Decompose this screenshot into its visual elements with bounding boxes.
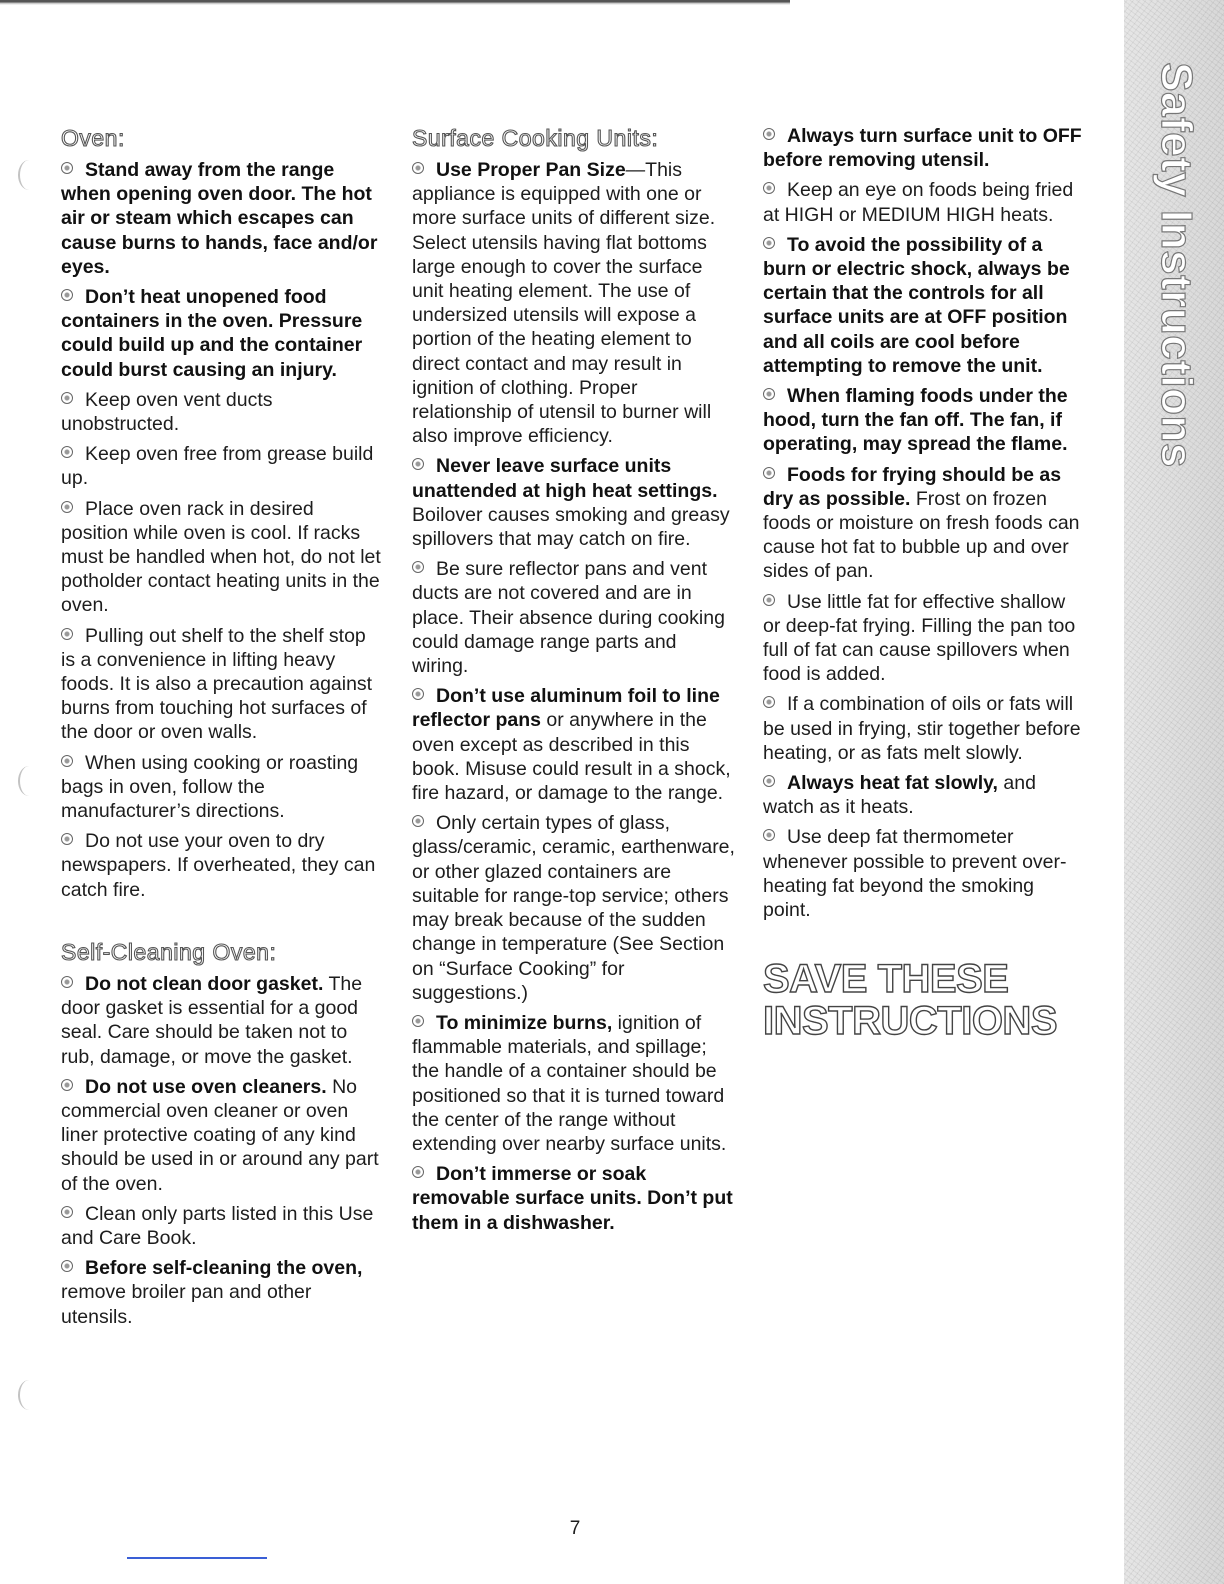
binder-hole-mark bbox=[18, 766, 40, 796]
oven-item bbox=[61, 442, 381, 490]
item-text: Clean only parts listed in this Use and Care Book. bbox=[61, 1202, 374, 1249]
oven-item bbox=[61, 829, 381, 902]
bullet-icon bbox=[61, 755, 73, 767]
surface-item bbox=[412, 454, 738, 551]
bullet-icon bbox=[412, 162, 424, 174]
item-bold: Do not clean door gasket. bbox=[85, 972, 324, 995]
section-tab bbox=[1140, 61, 1212, 468]
surface-item bbox=[412, 1011, 738, 1156]
item-bold: Never leave surface units unattended at high heat settings. bbox=[412, 455, 718, 502]
save-line-1: SAVE THESE bbox=[763, 957, 1009, 1002]
footer-line bbox=[127, 1557, 267, 1559]
binder-hole-mark bbox=[18, 160, 40, 190]
bullet-icon bbox=[763, 829, 775, 841]
bullet-icon bbox=[61, 1079, 73, 1091]
item-bold: Don’t use aluminum foil to line reflector pans bbox=[412, 685, 720, 732]
bullet-icon bbox=[61, 162, 73, 174]
bullet-icon bbox=[763, 775, 775, 787]
surface-item bbox=[412, 158, 738, 448]
bullet-icon bbox=[412, 688, 424, 700]
section-tab-strip bbox=[1124, 0, 1224, 1584]
oven-item bbox=[61, 624, 381, 745]
page-number: 7 bbox=[569, 1518, 581, 1539]
column-surface-continued bbox=[763, 124, 1085, 1042]
save-line-2: INSTRUCTIONS bbox=[763, 999, 1057, 1044]
oven-item bbox=[61, 497, 381, 618]
bullet-icon bbox=[61, 833, 73, 845]
item-text: The door gasket is essential for a good seal. Care should be taken not to rub, damage, or move the gasket. bbox=[61, 972, 363, 1068]
bullet-icon bbox=[61, 501, 73, 513]
surface-item bbox=[412, 1162, 738, 1235]
bullet-icon bbox=[763, 388, 775, 400]
surface-item bbox=[763, 771, 1085, 819]
surface-item bbox=[763, 692, 1085, 765]
binder-hole-mark bbox=[18, 1380, 40, 1410]
item-text: Keep oven vent ducts unobstructed. bbox=[61, 388, 273, 436]
item-text: Do not use your oven to dry newspapers. If overheated, they can catch fire. bbox=[61, 830, 376, 901]
heading-self-cleaning-oven: Self-Cleaning Oven: bbox=[61, 938, 277, 965]
item-bold: Foods for frying should be as dry as possible. bbox=[763, 463, 1062, 510]
self-cleaning-item bbox=[61, 1075, 381, 1196]
self-cleaning-item bbox=[61, 1256, 381, 1329]
item-text: or anywhere in the oven except as described in this book. Misuse could result in a shock, fire hazard, or damage to the range. bbox=[412, 709, 731, 805]
item-bold: To avoid the possibility of a burn or electric shock, always be certain that the controls for all surface units are at OFF position and all coils are cool before attempting to remove the unit. bbox=[763, 233, 1070, 377]
item-text: If a combination of oils or fats will be used in frying, stir together before heating, or as fats melt slowly. bbox=[763, 693, 1081, 764]
bullet-icon bbox=[61, 446, 73, 458]
surface-item bbox=[763, 384, 1085, 457]
item-text: Keep oven free from grease build up. bbox=[61, 443, 374, 490]
heading-oven: Oven: bbox=[61, 125, 125, 151]
item-text: remove broiler pan and other utensils. bbox=[61, 1281, 312, 1328]
bullet-icon bbox=[412, 1166, 424, 1178]
oven-item bbox=[61, 751, 381, 824]
item-text: ignition of flammable materials, and spillage; the handle of a container should be positioned so that it is turned toward the center of the range without extending over nearby surface units. bbox=[412, 1011, 727, 1155]
bullet-icon bbox=[61, 1206, 73, 1218]
bullet-icon bbox=[763, 128, 775, 140]
column-oven bbox=[61, 124, 381, 1335]
item-text: Be sure reflector pans and vent ducts are not covered and are in place. Their absence during cooking could damage range parts and wiring. bbox=[412, 558, 725, 678]
item-bold: Always heat fat slowly, bbox=[787, 772, 998, 795]
item-text: Boilover causes smoking and greasy spillovers that may catch on fire. bbox=[412, 503, 730, 551]
bullet-icon bbox=[412, 1015, 424, 1027]
item-text: When using cooking or roasting bags in oven, follow the manufacturer’s directions. bbox=[61, 751, 359, 823]
item-bold: Do not use oven cleaners. bbox=[85, 1075, 327, 1098]
surface-item bbox=[412, 557, 738, 678]
item-bold: Use Proper Pan Size bbox=[436, 159, 626, 181]
surface-item bbox=[763, 124, 1085, 172]
surface-item bbox=[763, 590, 1085, 687]
item-text: and watch as it heats. bbox=[763, 772, 1036, 819]
bullet-icon bbox=[412, 815, 424, 827]
self-cleaning-item bbox=[61, 972, 381, 1069]
section-tab-label: Safety Instructions bbox=[1152, 61, 1201, 468]
item-text: Frost on frozen foods or moisture on fresh foods can cause hot fat to bubble up and over sides of pan. bbox=[763, 487, 1080, 583]
bullet-icon bbox=[763, 467, 775, 479]
oven-item bbox=[61, 388, 381, 436]
bullet-icon bbox=[763, 237, 775, 249]
item-bold: When flaming foods under the hood, turn the fan off. The fan, if operating, may spread the flame. bbox=[763, 385, 1068, 456]
item-bold: Don’t heat unopened food containers in the oven. Pressure could build up and the container could burst causing an injury. bbox=[61, 286, 363, 381]
heading-surface-cooking-units: Surface Cooking Units: bbox=[412, 125, 659, 151]
item-text: Pulling out shelf to the shelf stop is a convenience in lifting heavy foods. It is also a precaution against burns from touching hot surfaces of the door or oven walls. bbox=[61, 624, 373, 744]
bullet-icon bbox=[763, 594, 775, 606]
oven-item bbox=[61, 158, 381, 279]
column-surface-cooking bbox=[412, 124, 738, 1241]
item-bold: Always turn surface unit to OFF before removing utensil. bbox=[763, 125, 1082, 172]
item-bold: Don’t immerse or soak removable surface units. Don’t put them in a dishwasher. bbox=[412, 1163, 733, 1234]
item-bold: To minimize burns, bbox=[436, 1011, 613, 1034]
bullet-icon bbox=[61, 628, 73, 640]
surface-item bbox=[763, 178, 1085, 226]
item-text: No commercial oven cleaner or oven liner protective coating of any kind should be used in or around any part of the oven. bbox=[61, 1075, 379, 1195]
bullet-icon bbox=[61, 976, 73, 988]
item-text: —This appliance is equipped with one or more surface units of different size. Select utensils having flat bottoms large enough to cover the surface unit heating element. The use of undersized utensils will expose a portion of the heating element to direct contact and may result in ignition of clothing. Proper relationship of utensil to burner will also improve efficiency. bbox=[412, 159, 716, 448]
top-rule bbox=[0, 0, 790, 5]
item-text: Keep an eye on foods being fried at HIGH or MEDIUM HIGH heats. bbox=[763, 179, 1074, 226]
bullet-icon bbox=[763, 182, 775, 194]
save-these-instructions bbox=[763, 958, 1085, 1042]
item-text: Place oven rack in desired position while oven is cool. If racks must be handled when hot, do not let potholder contact heating units in the oven. bbox=[61, 497, 381, 617]
surface-item bbox=[763, 463, 1085, 584]
self-cleaning-item bbox=[61, 1202, 381, 1250]
oven-item bbox=[61, 285, 381, 382]
surface-item bbox=[763, 825, 1085, 922]
bullet-icon bbox=[763, 696, 775, 708]
bullet-icon bbox=[412, 561, 424, 573]
surface-item bbox=[412, 684, 738, 805]
bullet-icon bbox=[61, 392, 73, 404]
bullet-icon bbox=[412, 458, 424, 470]
bullet-icon bbox=[61, 289, 73, 301]
item-text: Use deep fat thermometer whenever possible to prevent over-heating fat beyond the smoking point. bbox=[763, 826, 1067, 922]
item-text: Only certain types of glass, glass/ceramic, ceramic, earthenware, or other glazed containers are suitable for range-top service; others may break because of the sudden change in temperature (See Section on “Surface Cooking” for suggestions.) bbox=[412, 812, 735, 1004]
surface-item bbox=[412, 811, 738, 1005]
surface-item bbox=[763, 233, 1085, 378]
item-bold: Stand away from the range when opening oven door. The hot air or steam which escapes can cause burns to hands, face and/or eyes. bbox=[61, 159, 378, 278]
item-bold: Before self-cleaning the oven, bbox=[85, 1257, 363, 1280]
bullet-icon bbox=[61, 1260, 73, 1272]
item-text: Use little fat for effective shallow or deep-fat frying. Filling the pan too full of fat can cause spillovers when food is added. bbox=[763, 590, 1076, 686]
